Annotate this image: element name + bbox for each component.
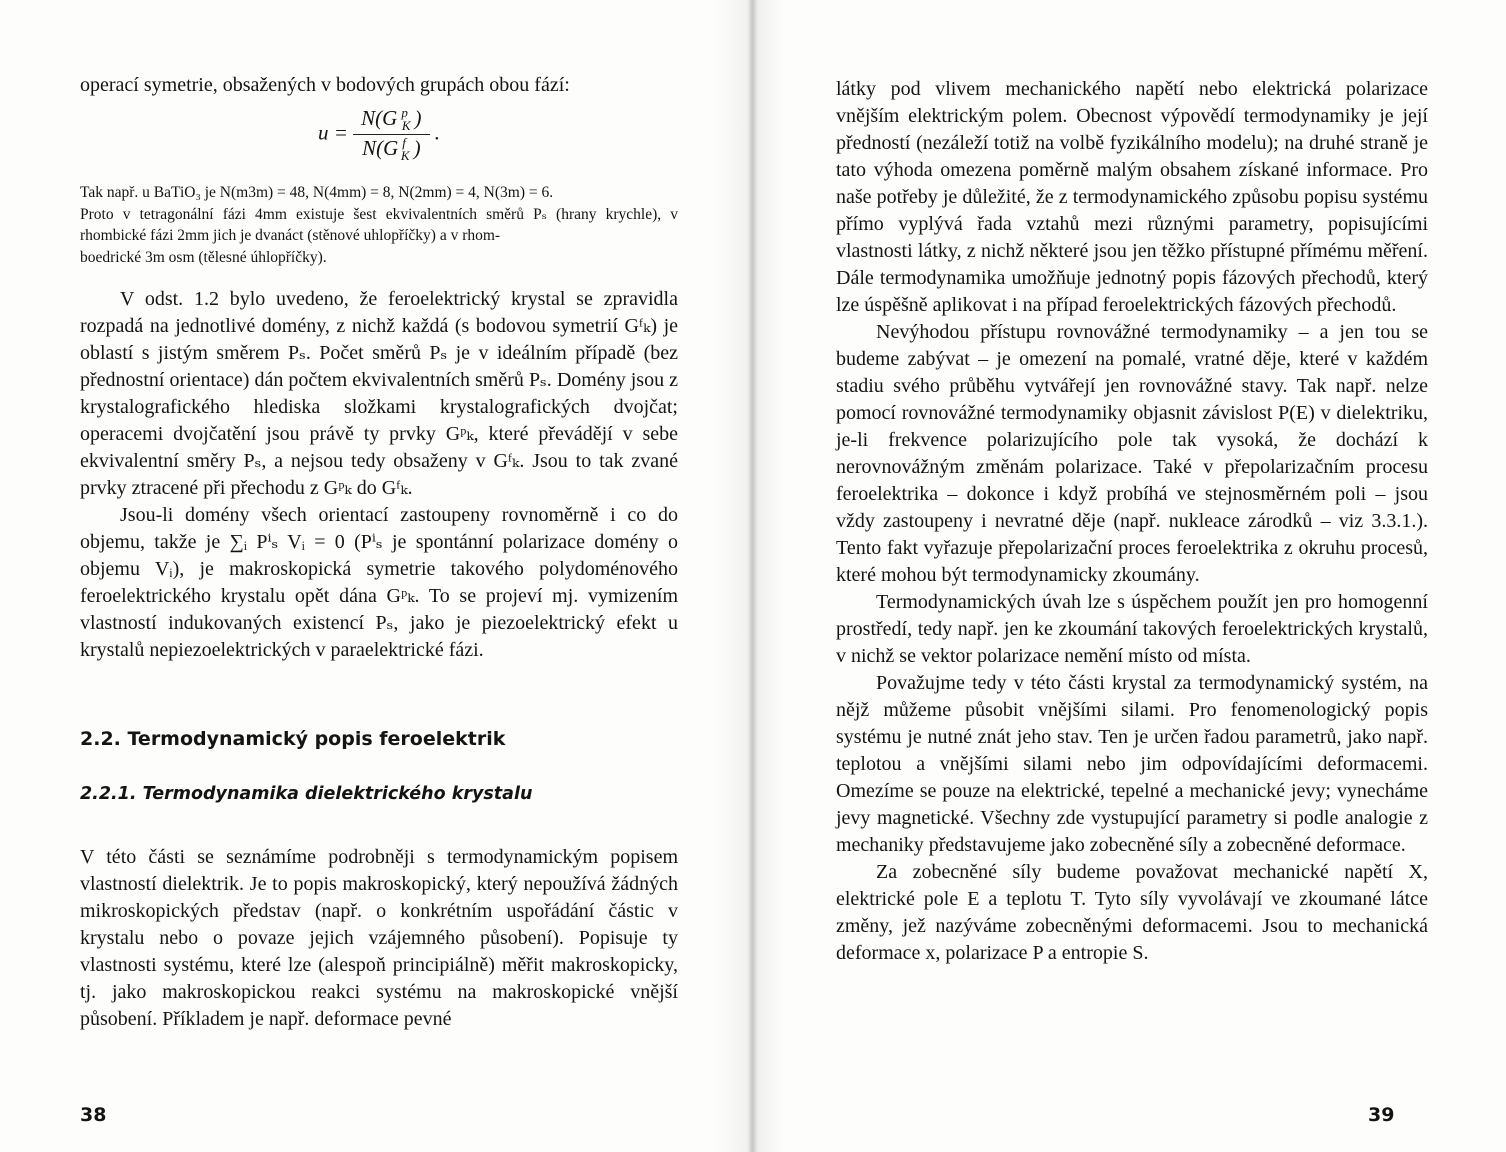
formula-denominator: N(G $^f_K$ ) bbox=[362, 135, 421, 164]
left-page-text-column bbox=[80, 72, 678, 1033]
small-print-line-3: boedrické 3m osm (tělesné úhlopříčky). bbox=[80, 248, 327, 266]
symmetry-ratio-formula bbox=[80, 105, 678, 164]
right-page bbox=[748, 0, 1506, 1152]
right-page-text-column bbox=[836, 76, 1428, 967]
paragraph-generality: látky pod vlivem mechanického napětí nebo elektrická polarizace vnějším elektrickým polem. Obecnost výpovědí termodynamiky je její předností (nezáleží totiž na volbě fyzikálního modelu); na druhé straně je tato výhoda omezena poměrně malým obsahem získané informace. Pro naše potřeby je důležité, že z termodynamického způsobu popisu systému přímo vyplývá řada vztahů mezi různými parametry, popisujícími vlastnosti látky, z nichž některé jsou jen těžko přístupné přímému měření. Dále termodynamika umožňuje jednotný popis fázových přechodů, který lze úspěšně aplikovat i na případ feroelektrických fázových přechodů. bbox=[836, 78, 1428, 316]
section-heading: 2.2. Termodynamický popis feroelektrik bbox=[80, 728, 506, 751]
formula-lhs: u = bbox=[317, 120, 348, 145]
formula-numerator: N(G $^p_K$ ) bbox=[353, 105, 429, 135]
left-page bbox=[0, 0, 748, 1152]
paragraph-generalized-forces: Za zobecněné síly budeme považovat mechanické napětí X, elektrické pole E a teplotu T. Tyto síly vyvolávají ve zkoumané látce změny, jež nazýváme zobecněnými deformacemi. Jsou to mechanická deformace x, polarizace P a entropie S. bbox=[836, 861, 1428, 964]
paragraph-domains: V odst. 1.2 bylo uvedeno, že feroelektrický krystal se zpravidla rozpadá na jednotlivé domény, z nichž každá (s bodovou symetrií Gᶠₖ) je oblastí s jistým směrem Pₛ. Počet směrů Pₛ je v ideálním případě (bez přednostní orientace) dán počtem ekvivalentních směrů Pₛ. Domény jsou z krystalografického hlediska složkami krystalografických dvojčat; operacemi dvojčatění jsou právě ty prvky Gᵖₖ, které převádějí v sebe ekvivalentní směry Pₛ, a nejsou tedy obsaženy v Gᶠₖ. Jsou to tak zvané prvky ztracené při přechodu z Gᵖₖ do Gᶠₖ. bbox=[80, 288, 678, 500]
page-number-right: 39 bbox=[1368, 1104, 1395, 1126]
formula-fraction bbox=[353, 105, 429, 164]
paragraph-system-state: Považujme tedy v této části krystal za termodynamický systém, na nějž můžeme působit vnějšími silami. Pro fenomenologický popis systému je nutné znát jeho stav. Ten je určen řadou parametrů, jako např. teplotou a vnějšími silami nebo jim odpovídajícími deformacemi. Omezíme se pouze na elektrické, tepelné a mechanické jevy; vynecháme jevy magnetické. Všechny zde vystupující parametry si podle analogie z mechaniky představujeme jako zobecněné síly a zobecněné deformace. bbox=[836, 672, 1428, 856]
page-number-left: 38 bbox=[80, 1104, 107, 1126]
small-print-line-2: Proto v tetragonální fázi 4mm existuje šest ekvivalentních směrů Pₛ (hrany krychle), v rhombické fázi 2mm jich je dvanáct (stěnové uhlopříčky) a v rhom- bbox=[80, 205, 678, 245]
subsection-heading: 2.2.1. Termodynamika dielektrického krystalu bbox=[80, 784, 533, 805]
example-small-print bbox=[80, 182, 678, 268]
small-print-line-1: Tak např. u BaTiO₃ je N(m3m) = 48, N(4mm) = 8, N(2mm) = 4, N(3m) = 6. bbox=[80, 184, 554, 202]
paragraph-homogeneous-medium: Termodynamických úvah lze s úspěchem použít jen pro homogenní prostředí, tedy např. jen ke zkoumání takových feroelektrických krystalů, v nichž se vektor polarizace nemění místo od místa. bbox=[836, 591, 1428, 667]
formula-period: . bbox=[434, 120, 440, 145]
paragraph-polydomain-symmetry: Jsou-li domény všech orientací zastoupeny rovnoměrně i co do objemu, takže je ∑ᵢ Pⁱₛ Vᵢ = 0 (Pⁱₛ je spontánní polarizace domény o objemu Vᵢ), je makroskopická symetrie takového polydoménového feroelektrického krystalu opět dána Gᵖₖ. To se projeví mj. vymizením vlastností indukovaných existencí Pₛ, jako je piezoelektrický efekt u krystalů nepiezoelektrických v paraelektrické fázi. bbox=[80, 504, 678, 662]
paragraph-equilibrium-limits: Nevýhodou přístupu rovnovážné termodynamiky – a jen tou se budeme zabývat – je omezení na pomalé, vratné děje, které v každém stadiu svého průběhu vytvářejí jen rovnovážné stavy. Tak např. nelze pomocí rovnovážné termodynamiky objasnit závislost P(E) v dielektriku, je-li frekvence polarizujícího pole tak vysoká, že dochází k nerovnovážným změnám polarizace. Také v přepolarizačním procesu feroelektrika – dokonce i když probíhá ve stejnosměrném poli – jsou vždy zastoupeny i nevratné děje (např. nukleace zárodků – viz 3.3.1.). Tento fakt vyřazuje přepolarizační proces feroelektrika z okruhu procesů, které mohou být termodynamicky zkoumány. bbox=[836, 321, 1428, 586]
paragraph-thermodynamic-description: V této části se seznámíme podrobněji s termodynamickým popisem vlastností dielektrik. Je to popis makroskopický, který nepoužívá žádných mikroskopických představ (např. o konkrétním uspořádání částic v krystalu nebo o povaze jejich vzájemného působení). Popisuje ty vlastnosti systému, které lze (alespoň principiálně) měřit makroskopicky, tj. jako makroskopickou reakci systému na makroskopické vnější působení. Příkladem je např. deformace pevné bbox=[80, 846, 678, 1031]
intro-line: operací symetrie, obsažených v bodových grupách obou fází: bbox=[80, 74, 570, 96]
